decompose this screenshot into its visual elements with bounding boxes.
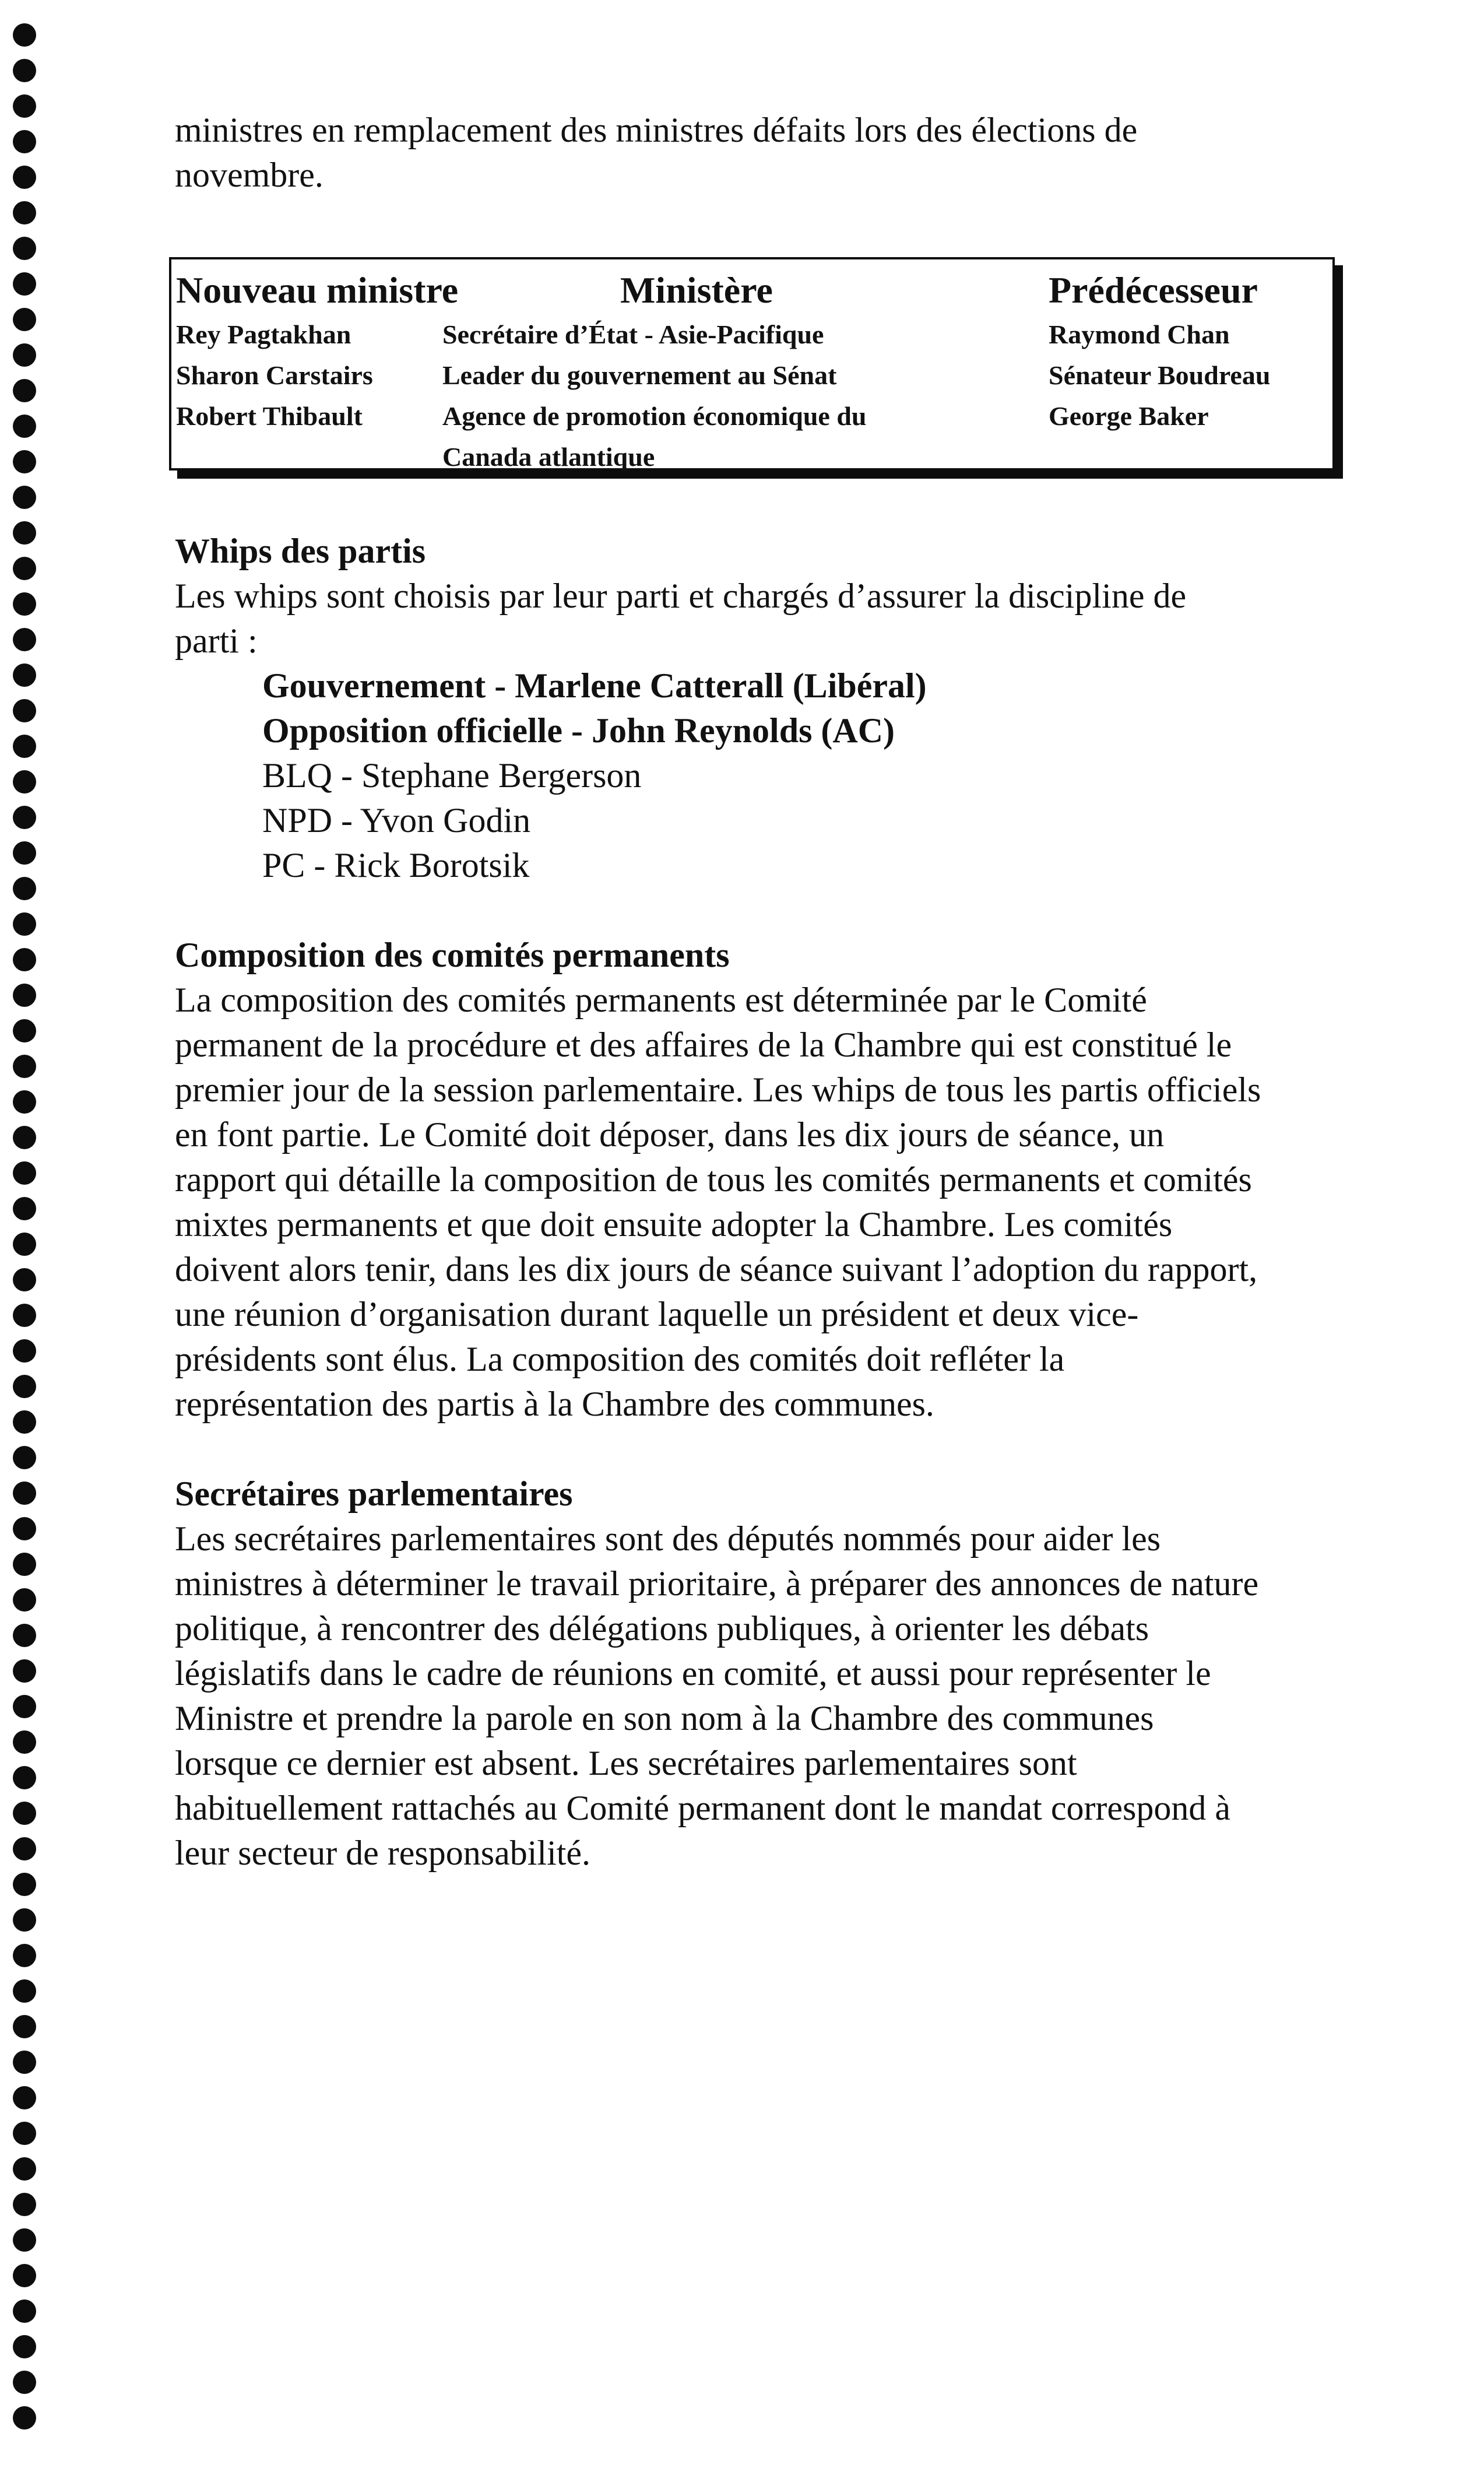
committees-heading: Composition des comités permanents [175, 936, 730, 974]
row-2-ministry: Leader du gouvernement au Sénat [442, 360, 837, 390]
committees-line: premier jour de la session parlementaire. Les whips de tous les partis officiels [175, 1070, 1261, 1109]
table-box [169, 257, 1335, 471]
secretaries-heading: Secrétaires parlementaires [175, 1475, 573, 1513]
binding-hole [13, 2264, 36, 2287]
binding-hole [13, 1055, 36, 1078]
committees-line: une réunion d’organisation durant laquelle un président et deux vice- [175, 1295, 1139, 1333]
binding-hole [13, 877, 36, 900]
committees-line: présidents sont élus. La composition des comités doit refléter la [175, 1340, 1065, 1378]
binding-hole [13, 1802, 36, 1825]
committees-line: mixtes permanents et que doit ensuite adopter la Chambre. Les comités [175, 1205, 1173, 1244]
binding-hole [13, 166, 36, 189]
binding-hole [13, 592, 36, 616]
committees-line: en font partie. Le Comité doit déposer, dans les dix jours de séance, un [175, 1115, 1165, 1154]
binding-hole [13, 841, 36, 865]
secretaries-line: leur secteur de responsabilité. [175, 1834, 591, 1872]
row-1-predecessor: Raymond Chan [1049, 320, 1230, 349]
binding-hole [13, 379, 36, 402]
binding-hole [13, 1410, 36, 1434]
binding-hole [13, 1446, 36, 1469]
binding-hole [13, 2228, 36, 2252]
whip-item: Gouvernement - Marlene Catterall (Libéral) [262, 666, 927, 705]
committees-line: La composition des comités permanents est déterminée par le Comité [175, 981, 1147, 1019]
binding-hole [13, 1375, 36, 1398]
binding-hole [13, 2051, 36, 2074]
secretaries-line: Les secrétaires parlementaires sont des députés nommés pour aider les [175, 1519, 1161, 1558]
binding-hole [13, 130, 36, 153]
whips-line-2: parti : [175, 622, 258, 660]
binding-hole [13, 663, 36, 687]
binding-hole [13, 2371, 36, 2394]
binding-hole [13, 1339, 36, 1363]
committees-line: permanent de la procédure et des affaires de la Chambre qui est constitué le [175, 1026, 1232, 1064]
binding-hole [13, 1695, 36, 1718]
binding-hole [13, 1979, 36, 2003]
binding-hole [13, 1659, 36, 1683]
committees-line: représentation des partis à la Chambre des communes. [175, 1385, 934, 1423]
spiral-binding [8, 23, 41, 2443]
binding-hole [13, 272, 36, 296]
binding-hole [13, 23, 36, 47]
binding-hole [13, 806, 36, 829]
binding-hole [13, 59, 36, 82]
binding-hole [13, 2157, 36, 2181]
row-1-minister: Rey Pagtakhan [176, 320, 351, 349]
binding-hole [13, 912, 36, 936]
binding-hole [13, 1161, 36, 1185]
row-3-ministry: Agence de promotion économique du [442, 401, 867, 431]
binding-hole [13, 699, 36, 722]
binding-hole [13, 1090, 36, 1114]
binding-hole [13, 1908, 36, 1932]
row-3-ministry-continuation: Canada atlantique [442, 442, 655, 472]
committees-line: doivent alors tenir, dans les dix jours de séance suivant l’adoption du rapport, [175, 1250, 1258, 1289]
whips-list [175, 663, 1341, 888]
binding-hole [13, 2300, 36, 2323]
whips-heading: Whips des partis [175, 532, 426, 570]
secretaries-line: politique, à rencontrer des délégations publiques, à orienter les débats [175, 1609, 1149, 1648]
binding-hole [13, 1304, 36, 1327]
binding-hole [13, 1553, 36, 1576]
binding-hole [13, 1517, 36, 1540]
binding-hole [13, 343, 36, 367]
secretaries-line: ministres à déterminer le travail prioritaire, à préparer des annonces de nature [175, 1564, 1259, 1603]
binding-hole [13, 770, 36, 794]
whip-item: BLQ - Stephane Bergerson [262, 756, 642, 795]
binding-hole [13, 1481, 36, 1505]
binding-hole [13, 1588, 36, 1612]
binding-hole [13, 1019, 36, 1042]
whip-item: PC - Rick Borotsik [262, 846, 530, 884]
binding-hole [13, 984, 36, 1007]
secretaries-section [175, 1472, 1341, 1876]
binding-hole [13, 1233, 36, 1256]
binding-hole [13, 1624, 36, 1647]
committees-section [175, 933, 1341, 1427]
row-1-ministry: Secrétaire d’État - Asie-Pacifique [442, 320, 824, 349]
binding-hole [13, 2122, 36, 2145]
binding-hole [13, 1730, 36, 1754]
committees-line: rapport qui détaille la composition de tous les comités permanents et comités [175, 1160, 1252, 1199]
binding-hole [13, 450, 36, 473]
binding-hole [13, 1268, 36, 1291]
binding-hole [13, 486, 36, 509]
binding-hole [13, 94, 36, 118]
binding-hole [13, 1873, 36, 1896]
binding-hole [13, 2193, 36, 2216]
row-2-minister: Sharon Carstairs [176, 360, 373, 390]
binding-hole [13, 521, 36, 545]
secretaries-line: Ministre et prendre la parole en son nom à la Chambre des communes [175, 1699, 1154, 1737]
binding-hole [13, 557, 36, 580]
row-2-predecessor: Sénateur Boudreau [1049, 360, 1271, 390]
binding-hole [13, 2015, 36, 2038]
binding-hole [13, 201, 36, 224]
binding-hole [13, 237, 36, 260]
document-page [175, 108, 1341, 1876]
row-3-minister: Robert Thibault [176, 401, 363, 431]
binding-hole [13, 1837, 36, 1860]
secretaries-line: habituellement rattachés au Comité permanent dont le mandat correspond à [175, 1789, 1231, 1827]
whip-item: Opposition officielle - John Reynolds (AC) [262, 711, 895, 750]
binding-hole [13, 948, 36, 971]
binding-hole [13, 628, 36, 651]
intro-line-1: ministres en remplacement des ministres défaits lors des élections de [175, 111, 1138, 149]
binding-hole [13, 735, 36, 758]
binding-hole [13, 308, 36, 331]
binding-hole [13, 2406, 36, 2430]
header-predecessor: Prédécesseur [1049, 269, 1258, 311]
whips-line-1: Les whips sont choisis par leur parti et chargés d’assurer la discipline de [175, 577, 1187, 615]
whip-item: NPD - Yvon Godin [262, 801, 531, 840]
secretaries-line: législatifs dans le cadre de réunions en comité, et aussi pour représenter le [175, 1654, 1211, 1693]
whips-section [175, 529, 1341, 888]
binding-hole [13, 2086, 36, 2109]
binding-hole [13, 1126, 36, 1149]
ministers-table [169, 257, 1335, 479]
binding-hole [13, 1944, 36, 1967]
intro-line-2: novembre. [175, 156, 323, 194]
binding-hole [13, 415, 36, 438]
binding-hole [13, 1197, 36, 1220]
secretaries-line: lorsque ce dernier est absent. Les secrétaires parlementaires sont [175, 1744, 1077, 1782]
binding-hole [13, 1766, 36, 1789]
row-3-predecessor: George Baker [1049, 401, 1209, 431]
binding-hole [13, 2335, 36, 2358]
header-new-minister: Nouveau ministre [176, 269, 459, 311]
header-ministry: Ministère [620, 269, 773, 311]
